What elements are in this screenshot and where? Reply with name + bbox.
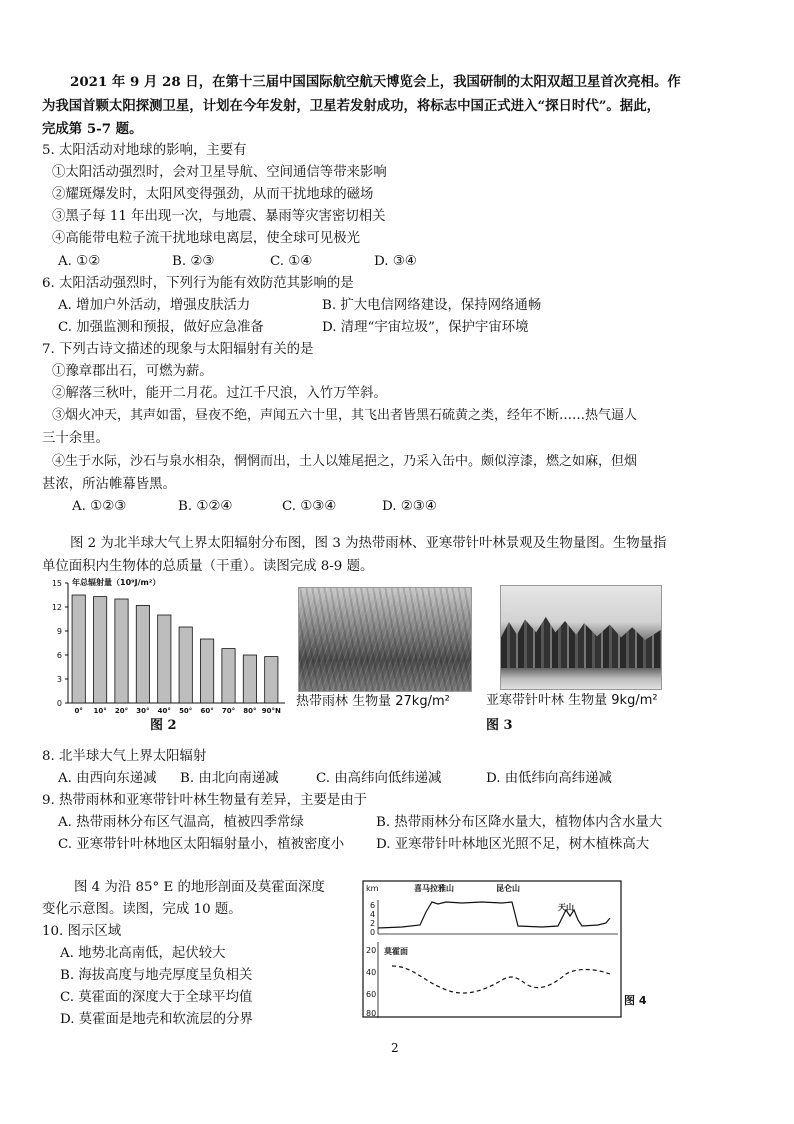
q5-option-1: ①太阳活动强烈时，会对卫星导航、空间通信等带来影响 xyxy=(52,165,387,180)
q10-intro-1: 图 4 为沿 85° E 的地形剖面及莫霍面深度 xyxy=(74,880,325,895)
q10-choice-d: D. 莫霍面是地壳和软流层的分界 xyxy=(60,1012,253,1027)
q5-choice-d: D. ③④ xyxy=(374,254,417,269)
mountain-label-kunlun: 昆仑山 xyxy=(496,884,520,893)
bar-7 xyxy=(222,649,235,703)
fig4-caption: 图 4 xyxy=(624,994,647,1007)
x-tick-label: 70° xyxy=(221,707,236,715)
chart-title: 年总辐射量（10⁹J/m²） xyxy=(72,578,161,587)
intro-line-2: 为我国首颗太阳探测卫星，计划在今年发射，卫星若发射成功，将标志中国正式进入“探日时代”。据此， xyxy=(42,98,660,114)
y-tick-label: 3 xyxy=(56,675,62,684)
bar-4 xyxy=(158,615,171,703)
mountain-label-tianshan: 天山 xyxy=(558,903,574,912)
y-tick-label: 12 xyxy=(51,603,62,612)
x-tick-label: 10° xyxy=(93,707,107,715)
y-tick-label: 9 xyxy=(56,627,62,636)
q6-choice-a: A. 增加户外活动，增强皮肤活力 xyxy=(58,298,251,313)
top-y-ticks xyxy=(370,901,375,937)
q7-stem: 7. 下列古诗文描述的现象与太阳辐射有关的是 xyxy=(42,342,314,357)
bottom-tick-40: 40 xyxy=(366,968,377,977)
terrain-profile-line xyxy=(378,902,610,928)
q9-choice-d: D. 亚寒带针叶林地区光照不足，树木植株高大 xyxy=(376,837,650,852)
taiga-photo xyxy=(500,585,662,690)
q10-choice-c: C. 莫霍面的深度大于全球平均值 xyxy=(60,990,253,1005)
rainforest-caption: 热带雨林 生物量 27kg/m² xyxy=(296,694,450,709)
q7-choice-d: D. ②③④ xyxy=(382,499,437,514)
y-tick-group xyxy=(52,579,68,708)
bottom-y-ticks xyxy=(366,946,376,1018)
fig3-caption: 图 3 xyxy=(486,718,513,733)
q5-choice-a: A. ①② xyxy=(58,254,101,269)
x-tick-label: 50° xyxy=(179,707,193,715)
x-tick-label: 80° xyxy=(243,707,257,715)
top-tick-6: 6 xyxy=(370,901,376,910)
q8-choice-b: B. 由北向南递减 xyxy=(180,771,279,786)
q5-stem: 5. 太阳活动对地球的影响，主要有 xyxy=(42,143,247,158)
unit-label: km xyxy=(366,884,379,893)
q7-choice-a: A. ①②③ xyxy=(72,499,127,514)
q5-option-4: ④高能带电粒子流干扰地球电离层，使全球可见极光 xyxy=(52,231,360,246)
q5-option-2: ②耀斑爆发时，太阳风变得强劲，从而干扰地球的磁场 xyxy=(52,187,374,202)
q7-option-1: ①豫章郡出石，可燃为薪。 xyxy=(52,364,213,379)
q7-option-3b: 三十余里。 xyxy=(42,431,109,446)
q5-choice-c: C. ①④ xyxy=(270,254,313,269)
x-tick-label: 30° xyxy=(136,707,150,715)
taiga-caption: 亚寒带针叶林 生物量 9kg/m² xyxy=(486,693,658,708)
radiation-bar-chart xyxy=(40,575,290,720)
fig-intro-line-2: 单位面积内生物体的总质量（干重）。读图完成 8-9 题。 xyxy=(42,559,374,574)
top-tick-2: 2 xyxy=(370,919,376,928)
terrain-moho-profile xyxy=(362,880,652,1020)
bottom-tick-20: 20 xyxy=(366,946,377,955)
bar-8 xyxy=(243,655,256,703)
top-tick-4: 4 xyxy=(370,910,376,919)
bar-1 xyxy=(93,597,106,703)
x-tick-label: 90°N xyxy=(261,707,281,715)
bar-group xyxy=(72,595,278,703)
q10-stem: 10. 图示区域 xyxy=(42,924,122,939)
q8-choice-c: C. 由高纬向低纬递减 xyxy=(316,771,442,786)
q7-option-4a: ④生于水际，沙石与泉水相杂，惘惘而出，土人以雉尾挹之，乃采入缶中。颇似淳漆，燃之如麻，但烟 xyxy=(52,454,638,469)
mountain-label-himalaya: 喜马拉雅山 xyxy=(414,884,454,893)
moho-label: 莫霍面 xyxy=(384,947,408,956)
x-tick-label: 40° xyxy=(157,707,171,715)
bar-2 xyxy=(115,599,128,703)
q5-option-3: ③黑子每 11 年出现一次，与地震、暴雨等灾害密切相关 xyxy=(52,209,386,224)
fig2-caption: 图 2 xyxy=(150,718,177,733)
page-number: 2 xyxy=(391,1041,399,1055)
q5-choice-b: B. ②③ xyxy=(172,254,215,269)
y-tick-label: 6 xyxy=(56,651,62,660)
bar-3 xyxy=(136,605,149,703)
intro-line-1: 2021 年 9 月 28 日，在第十三届中国国际航空航天博览会上，我国研制的太阳双超卫星首次亮相。作 xyxy=(70,74,681,90)
bottom-tick-80: 80 xyxy=(366,1009,377,1018)
x-tick-label: 0° xyxy=(74,707,83,715)
q6-stem: 6. 太阳活动强烈时，下列行为能有效防范其影响的是 xyxy=(42,276,354,291)
q9-choice-b: B. 热带雨林分布区降水量大，植物体内含水量大 xyxy=(376,815,663,830)
y-tick-label: 15 xyxy=(51,579,62,588)
q8-choice-a: A. 由西向东递减 xyxy=(58,771,157,786)
bar-5 xyxy=(179,627,192,703)
q6-choice-c: C. 加强监测和预报，做好应急准备 xyxy=(58,320,264,335)
q7-option-3a: ③烟火冲天，其声如雷，昼夜不绝，声闻五六十里，其飞出者皆黑石硫黄之类，经年不断……热气逼人 xyxy=(52,408,638,423)
q6-choice-d: D. 清理“宇宙垃圾”，保护宇宙环境 xyxy=(322,320,529,335)
bar-9 xyxy=(265,657,278,703)
q9-choice-a: A. 热带雨林分布区气温高，植被四季常绿 xyxy=(58,815,304,830)
fig-intro-line-1: 图 2 为北半球大气上界太阳辐射分布图，图 3 为热带雨林、亚寒带针叶林景观及生物量图。生物量指 xyxy=(70,536,667,551)
q7-choice-b: B. ①②④ xyxy=(178,499,233,514)
q10-intro-2: 变化示意图。读图，完成 10 题。 xyxy=(42,902,242,917)
bar-6 xyxy=(200,639,213,703)
rainforest-photo xyxy=(298,587,472,692)
x-tick-label: 60° xyxy=(200,707,214,715)
q6-choice-b: B. 扩大电信网络建设，保持网络通畅 xyxy=(322,298,542,313)
intro-line-3: 完成第 5-7 题。 xyxy=(42,121,143,137)
q7-choice-c: C. ①③④ xyxy=(282,499,337,514)
q8-stem: 8. 北半球大气上界太阳辐射 xyxy=(42,749,207,764)
moho-curve xyxy=(392,966,610,993)
bottom-tick-60: 60 xyxy=(366,990,377,999)
x-tick-label: 20° xyxy=(114,707,129,715)
q10-choice-b: B. 海拔高度与地壳厚度呈负相关 xyxy=(60,968,253,983)
q7-option-2: ②解落三秋叶，能开二月花。过江千尺浪，入竹万竿斜。 xyxy=(52,386,387,401)
q8-choice-d: D. 由低纬向高纬递减 xyxy=(486,771,612,786)
q9-choice-c: C. 亚寒带针叶林地区太阳辐射量小，植被密度小 xyxy=(58,837,345,852)
top-tick-0: 0 xyxy=(370,928,376,937)
x-tick-group xyxy=(75,707,281,715)
q7-option-4b: 甚浓，所沾帷幕皆黑。 xyxy=(42,477,176,492)
bar-0 xyxy=(72,595,85,703)
y-tick-label: 0 xyxy=(56,699,62,708)
q10-choice-a: A. 地势北高南低，起伏较大 xyxy=(60,946,226,961)
q9-stem: 9. 热带雨林和亚寒带针叶林生物量有差异，主要是由于 xyxy=(42,793,368,808)
